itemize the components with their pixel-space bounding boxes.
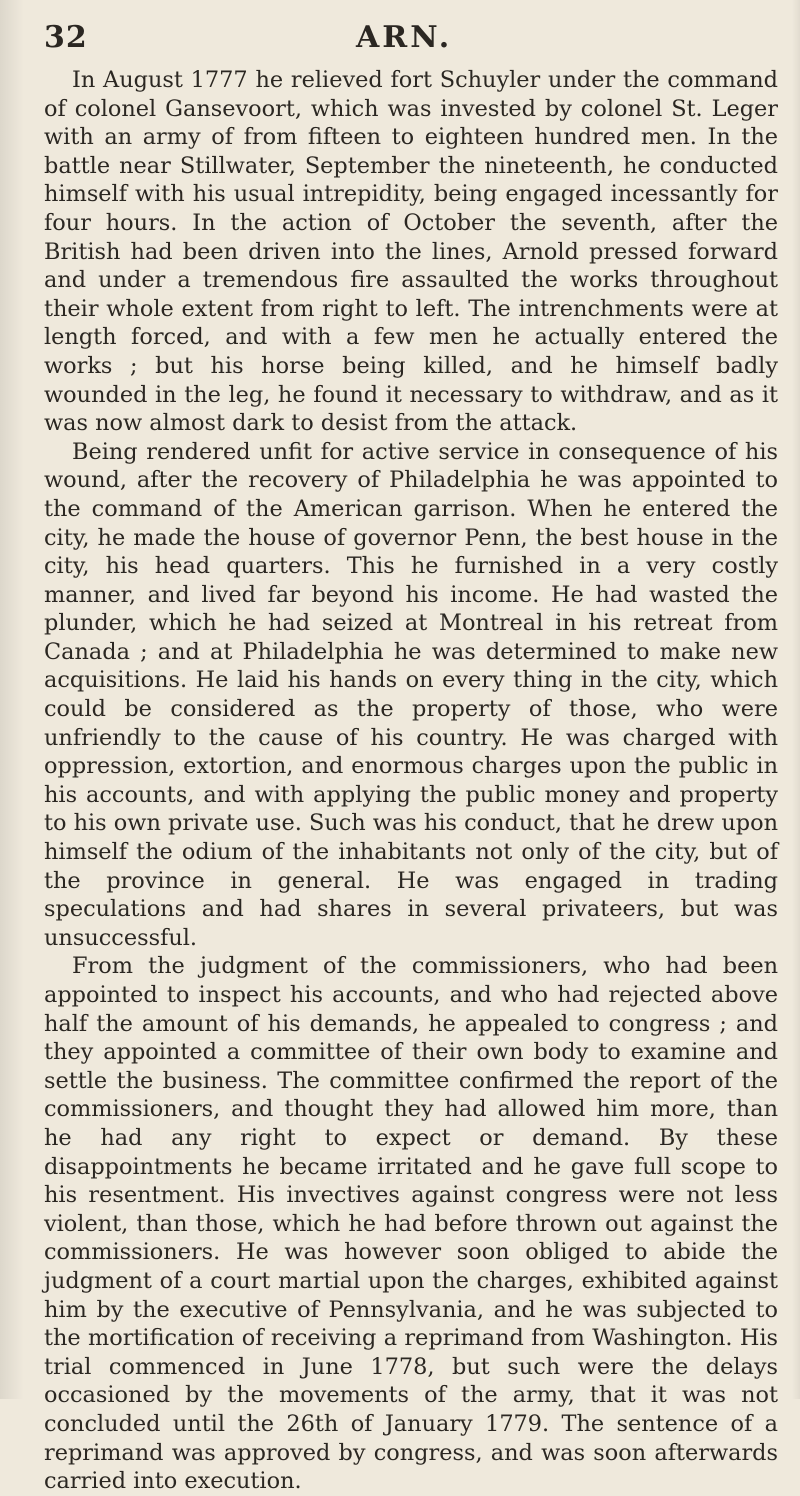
page-header [44,18,778,66]
paragraph: Being rendered unfit for active service in consequence of his wound, after the recovery of Philadelphia he was appointed to the command of the American garrison. When he entered the city, he made the house of governor Penn, the best house in the city, his head quarters. This he furnished in a very costly manner, and lived far beyond his income. He had wasted the plunder, which he had seized at Montreal in his retreat from Canada ; and at Philadelphia he was determined to make new acquisitions. He laid his hands on every thing in the city, which could be considered as the property of those, who were unfriendly to the cause of his country. He was charged with oppression, extortion, and enormous charges upon the public in his accounts, and with applying the public money and property to his own private use. Such was his conduct, that he drew upon himself the odium of the inhabitants not only of the city, but of the province in general. He was engaged in trading speculations and had shares in several privateers, but was unsuccessful. [44,438,778,951]
paragraph: In August 1777 he relieved fort Schuyler under the command of colonel Gansevoort, which was invested by colonel St. Leger with an army of from fifteen to eighteen hundred men. In the battle near Stillwater, September the nineteenth, he conducted himself with his usual intrepidity, being engaged incessantly for four hours. In the action of October the seventh, after the British had been driven into the lines, Arnold pressed forward and under a tremendous fire assaulted the works throughout their whole extent from right to left. The intrenchments were at length forced, and with a few men he actually entered the works ; but his horse being killed, and he himself badly wounded in the leg, he found it necessary to withdraw, and as it was now almost dark to desist from the attack. [44,67,778,437]
page-number: 32 [44,20,88,55]
gutter-shadow [0,0,24,1399]
page-edge [792,0,800,1399]
body-text [44,66,778,1496]
running-head: ARN. [356,20,453,55]
paragraph: From the judgment of the commissioners, who had been appointed to inspect his accounts, and who had rejected above half the amount of his demands, he appealed to congress ; and they appointed a committee of their own body to examine and settle the business. The committee confirmed the report of the commissioners, and thought they had allowed him more, than he had any right to expect or demand. By these disappointments he became irritated and he gave full scope to his resentment. His invectives against congress were not less violent, than those, which he had before thrown out against the commissioners. He was however soon obliged to abide the judgment of a court martial upon the charges, exhibited against him by the executive of Pennsylvania, and he was subjected to the mortification of receiving a reprimand from Washington. His trial commenced in June 1778, but such were the delays occasioned by the movements of the army, that it was not concluded until the 26th of January 1779. The sentence of a reprimand was approved by congress, and was soon afterwards carried into execution. [44,953,778,1495]
